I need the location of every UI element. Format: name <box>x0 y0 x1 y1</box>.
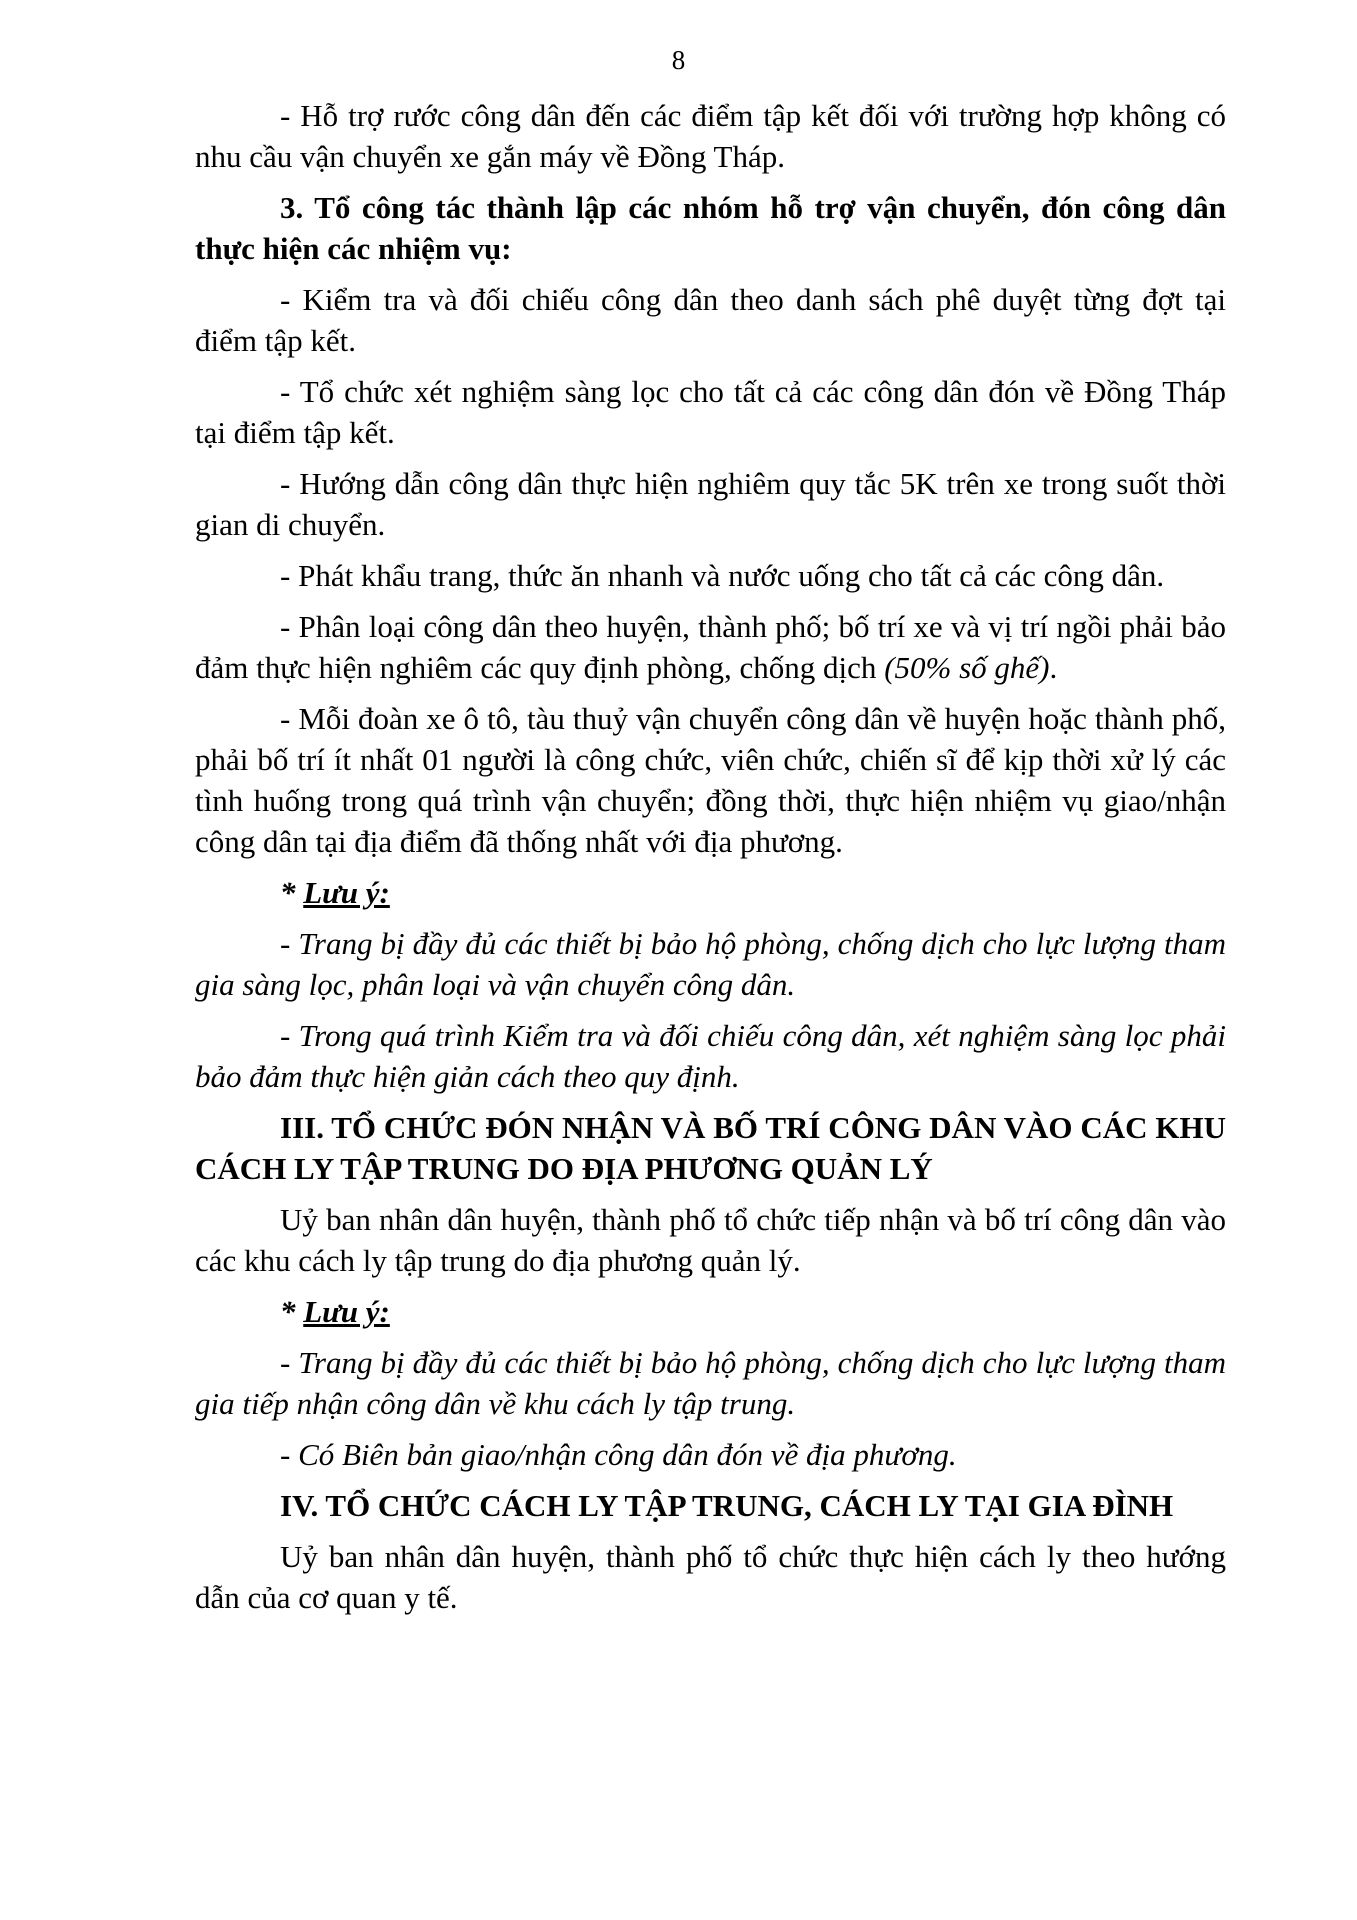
section-heading-iv: IV. TỔ CHỨC CÁCH LY TẬP TRUNG, CÁCH LY TẠI GIA ĐÌNH <box>280 1488 1174 1523</box>
paragraph-masks-food: - Phát khẩu trang, thức ăn nhanh và nước uống cho tất cả các công dân. <box>280 558 1165 593</box>
paragraph-section-iv-body: Uỷ ban nhân dân huyện, thành phố tổ chức thực hiện cách ly theo hướng dẫn của cơ quan y tế. <box>195 1539 1226 1615</box>
note-label-2 <box>195 1291 1226 1332</box>
paragraph-vehicle-staff: - Mỗi đoàn xe ô tô, tàu thuỷ vận chuyển công dân về huyện hoặc thành phố, phải bố trí ít nhất 01 người là công chức, viên chức, chiến sĩ để kịp thời xử lý các tình huống trong quá trình vận chuyển; đồng thời, thực hiện nhiệm vụ giao/nhận công dân tại địa điểm đã thống nhất với địa phương. <box>195 701 1226 859</box>
note-2-equipment: - Trang bị đầy đủ các thiết bị bảo hộ phòng, chống dịch cho lực lượng tham gia tiếp nhận công dân về khu cách ly tập trung. <box>195 1345 1226 1421</box>
note-1-distancing: - Trong quá trình Kiểm tra và đối chiếu công dân, xét nghiệm sàng lọc phải bảo đảm thực hiện giản cách theo quy định. <box>195 1018 1226 1094</box>
paragraph-classify-citizens <box>195 606 1226 688</box>
note-asterisk: * <box>280 875 304 910</box>
note-title: Lưu ý: <box>303 1294 390 1329</box>
section-heading-iii: III. TỔ CHỨC ĐÓN NHẬN VÀ BỐ TRÍ CÔNG DÂN VÀO CÁC KHU CÁCH LY TẬP TRUNG DO ĐỊA PHƯƠNG QUẢN LÝ <box>195 1110 1226 1186</box>
document-body <box>195 95 1226 1628</box>
paragraph-5k-rule: - Hướng dẫn công dân thực hiện nghiêm quy tắc 5K trên xe trong suốt thời gian di chuyển. <box>195 466 1226 542</box>
note-label-1 <box>195 872 1226 913</box>
note-1-equipment: - Trang bị đầy đủ các thiết bị bảo hộ phòng, chống dịch cho lực lượng tham gia sàng lọc, phân loại và vận chuyển công dân. <box>195 926 1226 1002</box>
paragraph-check-citizens: - Kiểm tra và đối chiếu công dân theo danh sách phê duyệt từng đợt tại điểm tập kết. <box>195 282 1226 358</box>
note-2-handover-record: - Có Biên bản giao/nhận công dân đón về địa phương. <box>280 1437 957 1472</box>
subheading-task-force-3: 3. Tổ công tác thành lập các nhóm hỗ trợ vận chuyển, đón công dân thực hiện các nhiệm vụ: <box>195 190 1226 266</box>
note-title: Lưu ý: <box>303 875 390 910</box>
paragraph-pickup-support: - Hỗ trợ rước công dân đến các điểm tập kết đối với trường hợp không có nhu cầu vận chuyển xe gắn máy về Đồng Tháp. <box>195 98 1226 174</box>
classify-text: - Phân loại công dân theo huyện, thành phố; bố trí xe và vị trí ngồi phải bảo đảm thực hiện nghiêm các quy định phòng, chống dịch <box>195 609 1226 685</box>
seat-ratio-note: (50% số ghế) <box>884 650 1050 685</box>
classify-end: . <box>1049 650 1058 685</box>
paragraph-section-iii-body: Uỷ ban nhân dân huyện, thành phố tổ chức tiếp nhận và bố trí công dân vào các khu cách ly tập trung do địa phương quản lý. <box>195 1202 1226 1278</box>
note-asterisk: * <box>280 1294 304 1329</box>
paragraph-screening-test: - Tổ chức xét nghiệm sàng lọc cho tất cả các công dân đón về Đồng Tháp tại điểm tập kết. <box>195 374 1226 450</box>
page-number: 8 <box>671 45 686 75</box>
